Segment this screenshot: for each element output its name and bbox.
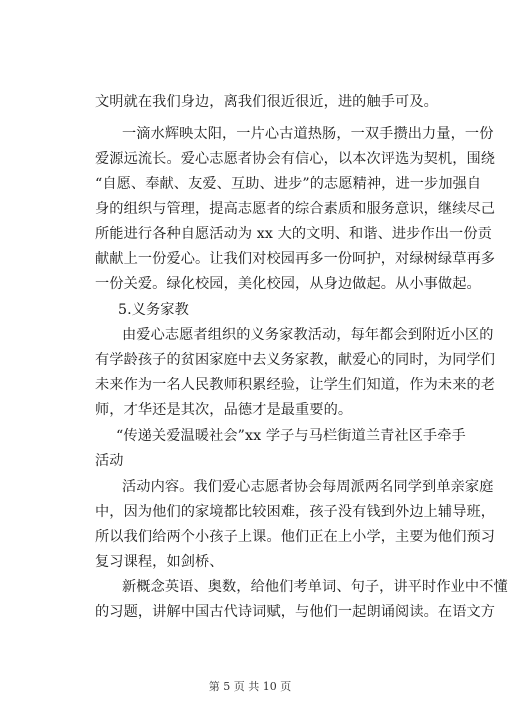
text-line: “传递关爱温暖社会”xx 学子与马栏街道兰青社区手牵手: [116, 428, 466, 444]
text-line: 活动内容。我们爱心志愿者协会每周派两名同学到单亲家庭: [122, 479, 494, 495]
text-line: 中，因为他们的家境都比较困难，孩子没有钱到外边上辅导班，: [95, 504, 496, 520]
text-line: 所能进行各种自愿活动为 xx 大的文明、和谐、进步作出一份贡: [95, 226, 492, 242]
text-line: 师，才华还是其次，品德才是最重要的。: [95, 402, 353, 418]
text-line: 由爱心志愿者组织的义务家教活动，每年都会到附近小区的: [122, 327, 494, 343]
text-line: 身的组织与管理，提高志愿者的综合素质和服务意识，继续尽己: [95, 201, 496, 217]
text-line: 复习课程，如剑桥、: [95, 554, 224, 570]
text-line: 有学龄孩子的贫困家庭中去义务家教，献爱心的同时，为同学们: [95, 352, 496, 368]
text-line: “自愿、奉献、友爱、互助、进步”的志愿精神，进一步加强自: [95, 176, 482, 192]
text-line: 未来作为一名人民教师积累经验，让学生们知道，作为未来的老: [95, 377, 496, 393]
text-line: 一滴水辉映太阳，一片心古道热肠，一双手攒出力量，一份: [122, 126, 494, 142]
text-line: 所以我们给两个小孩子上课。他们正在上小学，主要为他们预习: [95, 529, 496, 545]
text-line: 活动: [95, 453, 124, 469]
text-line: 一份关爱。绿化校园，美化校园，从身边做起。从小事做起。: [95, 276, 481, 292]
text-line: 爱源远流长。爱心志愿者协会有信心，以本次评选为契机，围绕: [95, 151, 496, 167]
section-heading: 5.义务家教: [118, 302, 189, 318]
text-line: 文明就在我们身边，离我们很近很近，进的触手可及。: [95, 94, 438, 110]
text-line: 新概念英语、奥数，给他们考单词、句子，讲平时作业中不懂: [122, 579, 508, 595]
text-line: 献献上一份爱心。让我们对校园再多一份呵护，对绿树绿草再多: [95, 251, 496, 267]
page-footer: 第 5 页 共 10 页: [208, 680, 292, 693]
text-line: 的习题，讲解中国古代诗词赋，与他们一起朗诵阅读。在语文方: [95, 604, 496, 620]
